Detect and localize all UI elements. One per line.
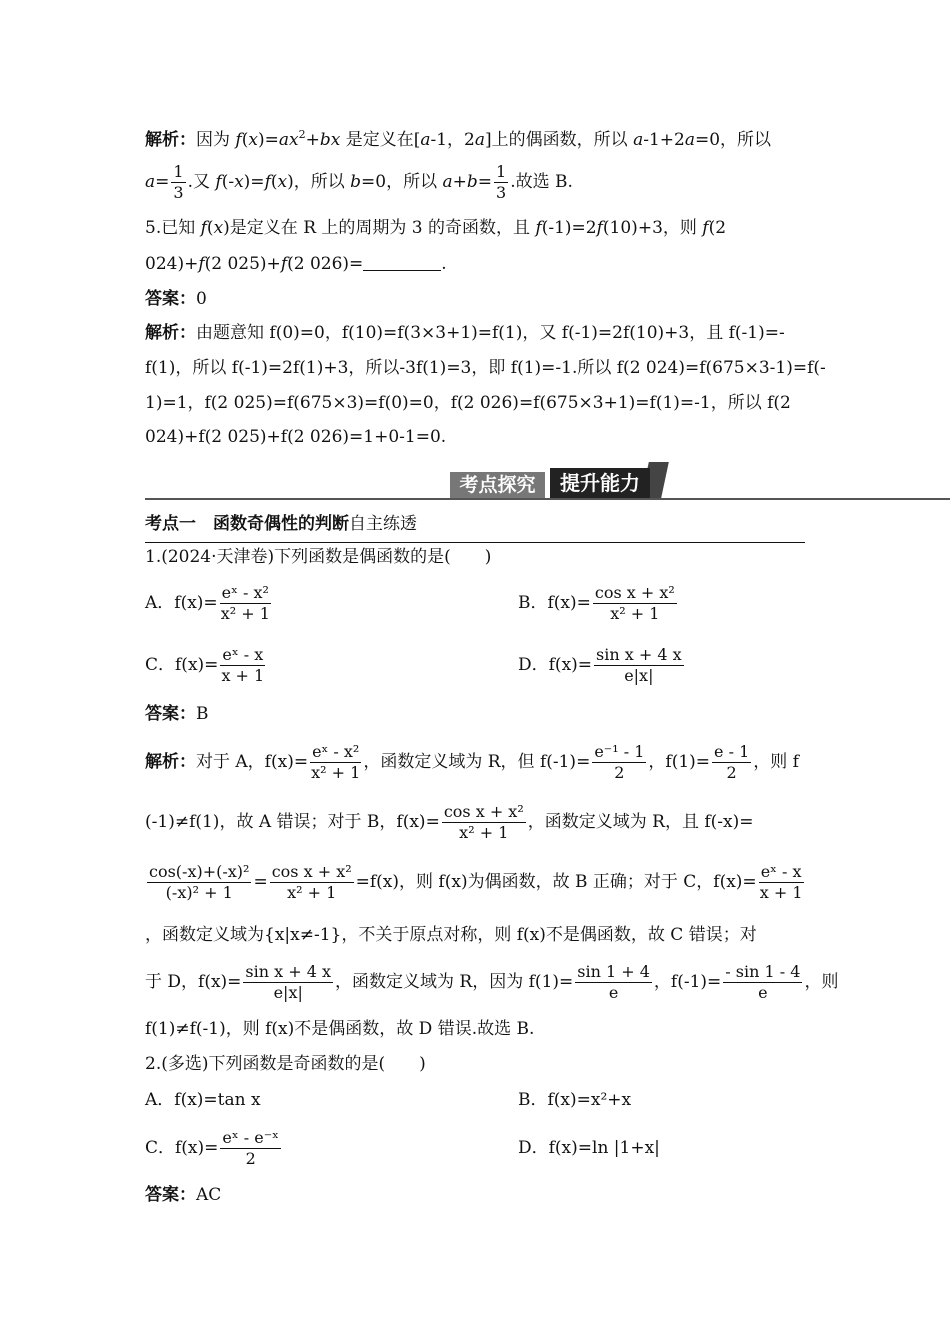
- answer-blank: [363, 254, 441, 271]
- banner-label-improve: 提升能力: [550, 468, 650, 498]
- solution-5-line-2: f(1)，所以 f(-1)=2f(1)+3，所以-3f(1)=3，即 f(1)=-1.所以 f(2 024)=f(675×3-1)=f(-: [145, 358, 826, 378]
- solution-4-line-1: 解析：因为 $f(x)=ax^2+bx$ 是定义在[a-1，2a]上的偶函数，所以 a-1+2a=0，所以: [145, 128, 772, 150]
- solution-1-line-6: f(1)≠f(-1)，则 f(x)不是偶函数，故 D 错误.故选 B.: [145, 1019, 535, 1039]
- solution-1-line-3: $\frac{\text{cos(-x)+(-x)²}}{\text{(-x)² + 1}}$ = $\frac{\text{cos x + x²}}{\text{x² + 1}}$ =f(x)，则 f(x)为偶函数，故 B 正确；对于 C，f(x)= $\frac{\text{eˣ - x}}{x + 1}$: [149, 862, 803, 902]
- question-5-line-2: 024)+f(2 025)+f(2 026)= .: [145, 254, 447, 274]
- q1-option-d: D．f(x)= $\frac{\text{sin x + 4 x}}{e|x|}$: [518, 645, 682, 685]
- solution-1-line-1: 解析：对于 A，f(x)= $\frac{\text{eˣ - x²}}{\text{x² + 1}}$ ，函数定义域为 R，但 f(-1)= $\frac{\text{e⁻¹ - 1}}{2}$ ，f(1)= $\frac{e - 1}{2}$ ，则 f: [145, 742, 799, 782]
- solution-1-line-5: 于 D，f(x)= $\frac{\text{sin x + 4 x}}{e|x|}$ ，函数定义域为 R，因为 f(1)= $\frac{\sin 1 + 4}{e}$ ，f(-1)= $\frac{- \sin 1 - 4}{e}$ ，则: [145, 962, 839, 1002]
- q2-option-c: C．f(x)= $\frac{\text{eˣ - e⁻ˣ}}{2}$: [145, 1128, 279, 1168]
- answer-1: 答案：B: [145, 704, 209, 724]
- solution-5-line-3: 1)=1，f(2 025)=f(675×3)=f(0)=0，f(2 026)=f(675×3+1)=f(1)=-1，所以 f(2: [145, 393, 791, 413]
- q1-option-c: C．f(x)= $\frac{\text{eˣ - x}}{x + 1}$: [145, 645, 265, 685]
- banner-rule: [145, 498, 950, 500]
- solution-4-line-2: a= $\frac{1}{3}$ .又 f(-x)=f(x)，所以 b=0，所以 a+b= $\frac{1}{3}$ .故选 B.: [145, 162, 573, 202]
- banner-label-explore: 考点探究: [450, 472, 545, 498]
- solution-5-line-4: 024)+f(2 025)+f(2 026)=1+0-1=0.: [145, 427, 447, 447]
- question-5-line-1: 5.已知 f(x)是定义在 R 上的周期为 3 的奇函数，且 f(-1)=2f(10)+3，则 f(2: [145, 218, 727, 238]
- q2-option-a: A．f(x)=tan x: [145, 1090, 261, 1110]
- answer-5: 答案：0: [145, 289, 207, 309]
- answer-2: 答案：AC: [145, 1185, 222, 1205]
- question-2-stem: 2.(多选)下列函数是奇函数的是( ): [145, 1054, 426, 1074]
- q1-option-b: B．f(x)= $\frac{\text{cos x + x²}}{\text{x² + 1}}$: [518, 583, 675, 623]
- section-heading: 考点一 函数奇偶性的判断自主练透: [145, 512, 805, 543]
- section-banner: [145, 460, 950, 502]
- q2-option-b: B．f(x)=x²+x: [518, 1090, 632, 1110]
- solution-5-line-1: 解析：由题意知 f(0)=0，f(10)=f(3×3+1)=f(1)，又 f(-1)=2f(10)+3，且 f(-1)=-: [145, 323, 785, 343]
- question-1-stem: 1.(2024·天津卷)下列函数是偶函数的是( ): [145, 547, 492, 567]
- q1-option-a: A．f(x)= $\frac{\text{eˣ - x²}}{\text{x² + 1}}$: [145, 583, 270, 623]
- solution-label: 解析：: [145, 130, 196, 150]
- solution-1-line-2: (-1)≠f(1)，故 A 错误；对于 B，f(x)= $\frac{\text{cos x + x²}}{\text{x² + 1}}$ ，函数定义域为 R，且 f(-x)=: [145, 802, 754, 842]
- q2-option-d: D．f(x)=ln |1+x|: [518, 1138, 660, 1158]
- fraction: $\frac{1}{3}$: [496, 162, 507, 202]
- fraction: $\frac{1}{3}$: [173, 162, 184, 202]
- solution-1-line-4: ，函数定义域为{x|x≠-1}，不关于原点对称，则 f(x)不是偶函数，故 C 错误；对: [145, 925, 757, 945]
